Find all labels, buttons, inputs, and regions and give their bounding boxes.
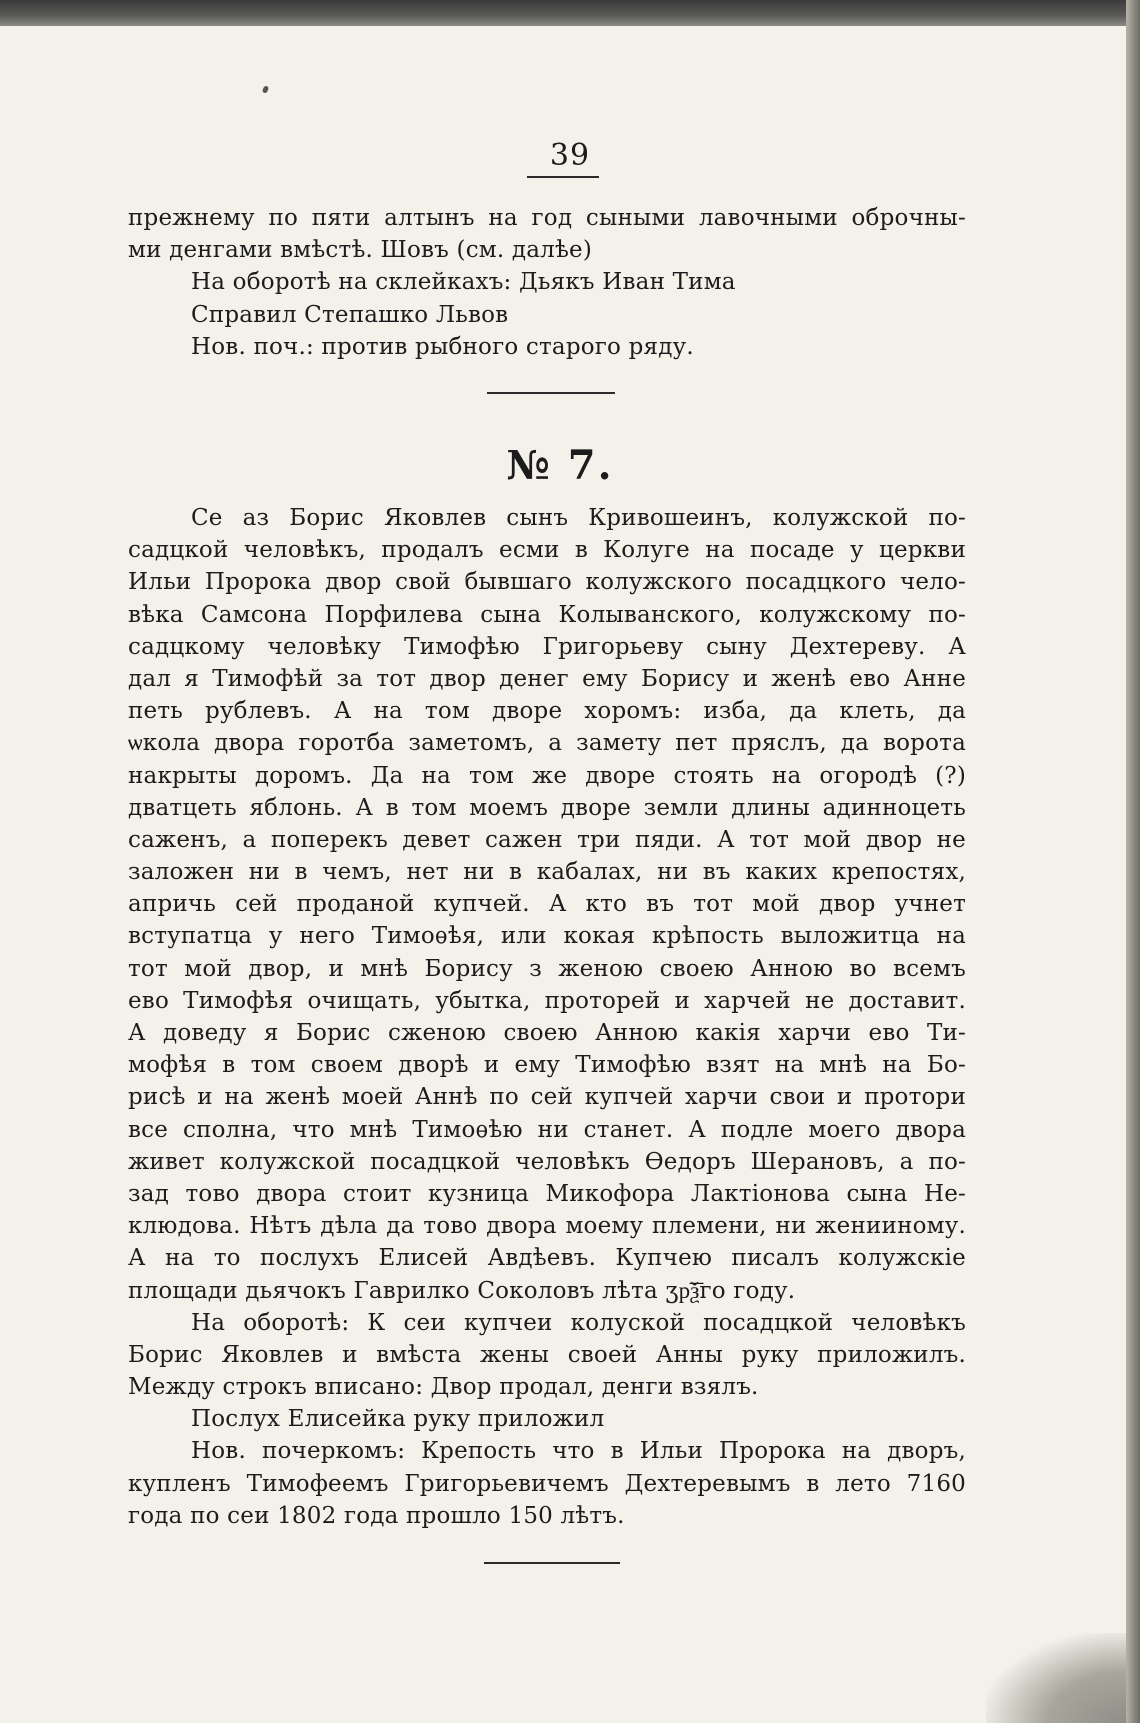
page-number: 39 <box>549 138 591 173</box>
text-line: дватцеть яблонь. А в том моемъ дворе земли длины адинноцеть <box>128 794 966 821</box>
text-line: площади дьячокъ Гаврилко Соколовъ лѣта ӡр͞ѯго году. <box>128 1277 796 1304</box>
text-line: ѡкола двора горотба заметомъ, а замету пет пряслъ, да ворота <box>128 730 966 757</box>
text-line: ево Тимофѣя очищать, убытка, проторей и харчей не доставит. <box>128 987 966 1014</box>
text-line: все сполна, что мнѣ Тимоѳѣю ни станет. А подле моего двора <box>128 1116 966 1143</box>
text-line: апричь сей проданой купчей. А кто въ тот мой двор учнет <box>128 891 966 918</box>
text-line: накрыты доромъ. Да на том же дворе стоять на огородѣ (?) <box>128 762 966 789</box>
document-text <box>128 502 966 1532</box>
scan-right-edge <box>1126 0 1140 1723</box>
end-divider <box>484 1562 620 1564</box>
text-line: живет колужской посадцкой человѣкъ Ѳедоръ Шерановъ, а по- <box>128 1148 966 1175</box>
text-line: Послух Елисейка руку приложил <box>191 1406 605 1433</box>
text-line: А доведу я Борис сженою своею Анною какія харчи ево Ти- <box>128 1020 966 1046</box>
text-line: дал я Тимофѣй за тот двор денег ему Борису и женѣ ево Анне <box>128 665 966 692</box>
text-line: саженъ, а поперекъ девет сажен три пяди. А тот мой двор не <box>128 826 966 853</box>
text-line: года по сеи 1802 года прошло 150 лѣтъ. <box>128 1502 625 1529</box>
book-page <box>0 26 1126 1723</box>
text-line: тот мой двор, и мнѣ Борису з женою своею Анною во всемъ <box>128 955 966 982</box>
document-number-heading: № 7. <box>506 442 614 489</box>
text-line: садцкому человѣку Тимофѣю Григорьеву сыну Дехтереву. А <box>128 633 966 660</box>
text-line: садцкой человѣкъ, продалъ есми в Колуге на посаде у церкви <box>128 537 966 564</box>
text-line: заложен ни в чемъ, нет ни в кабалах, ни въ каких крепостях, <box>128 859 966 886</box>
text-line: рисѣ и на женѣ моей Аннѣ по сей купчей харчи свои и протори <box>128 1084 966 1111</box>
page-corner-shadow <box>986 1633 1126 1723</box>
text-line: Между строкъ вписано: Двор продал, денги взялъ. <box>128 1374 759 1401</box>
text-line: Се аз Борис Яковлев сынъ Кривошеинъ, колужской по- <box>191 505 966 531</box>
text-line: Ильи Пророка двор свой бывшаго колужского посадцкого чело- <box>128 569 966 596</box>
text-line: прежнему по пяти алтынъ на год сыными лавочными оброчны- <box>128 205 966 231</box>
text-line: Справил Степашко Львов <box>191 301 509 328</box>
text-line: вѣка Самсона Порфилева сына Колыванского, колужскому по- <box>128 601 966 628</box>
text-line: купленъ Тимофеемъ Григорьевичемъ Дехтеревымъ в лето 7160 <box>128 1470 966 1497</box>
scan-top-edge <box>0 0 1140 26</box>
text-line: На оборотѣ на склейкахъ: Дьякъ Иван Тима <box>191 269 736 296</box>
text-line: вступатца у него Тимоѳѣя, или кокая крѣпость выложитца на <box>128 923 966 950</box>
text-line: клюдова. Нѣтъ дѣла да тово двора моему племени, ни женииному. <box>128 1213 966 1240</box>
page-number-underline <box>527 176 599 178</box>
text-line: петь рублевъ. А на том дворе хоромъ: изба, да клеть, да <box>128 698 966 725</box>
text-line: А на то послухъ Елисей Авдѣевъ. Купчею писалъ колужскіе <box>128 1245 966 1272</box>
text-line: мофѣя в том своем дворѣ и ему Тимофѣю взят на мнѣ на Бо- <box>128 1052 966 1079</box>
text-line: зад тово двора стоит кузница Микофора Лактіонова сына Не- <box>128 1180 966 1207</box>
text-line: Нов. поч.: против рыбного старого ряду. <box>191 333 694 360</box>
ink-blot <box>262 85 269 93</box>
section-divider <box>487 392 615 394</box>
text-line: На оборотѣ: К сеи купчеи колуской посадцкой человѣкъ <box>191 1309 966 1336</box>
text-line: Нов. почеркомъ: Крепость что в Ильи Пророка на дворъ, <box>191 1438 966 1465</box>
continued-text <box>128 202 966 363</box>
text-line: ми денгами вмѣстѣ. Шовъ (см. далѣе) <box>128 237 593 264</box>
text-line: Борис Яковлев и вмѣста жены своей Анны руку приложилъ. <box>128 1341 966 1368</box>
